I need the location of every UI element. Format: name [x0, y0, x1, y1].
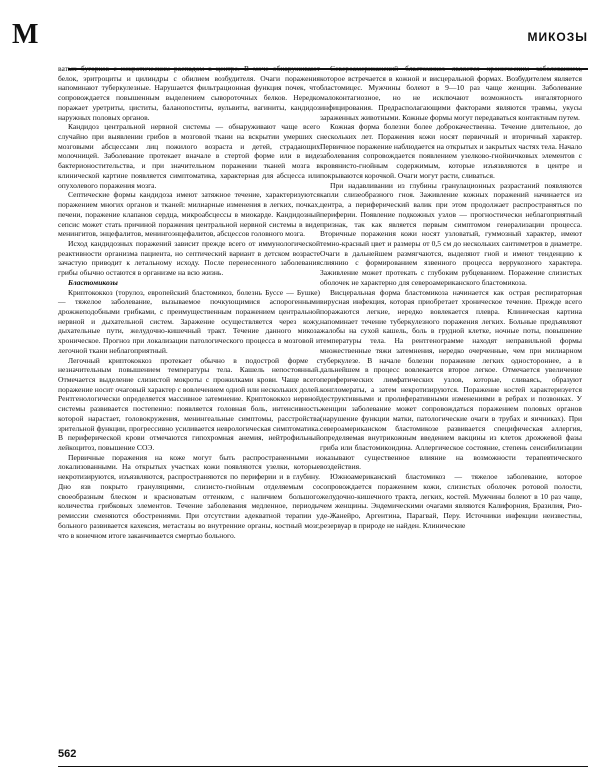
- left-column: [58, 64, 320, 540]
- paragraph: Висцеральная форма бластомикоза начинается как острая респираторная вирусная инфекция, которая приобретает хроническое течение. Прежде всего поражаются легкие, нередко вовлекается плевра. Клиническая картина напоминает течение туберкулезного поражения легких. Больные предъявляют жалобы на сухой кашель, боль в грудной клетке, ночные поты, повышение температуры тела. На рентгенограмме находят неправильной формы множественные тяжи затемнения, нередко очерченные, чем при милиарном туберкулезе. В начале болезни поражение легких одностороннее, а в дальнейшем в процесс вовлекается второе легкое. Отмечается увеличение периферических лимфатических узлов, которые, сливаясь, образуют конгломераты, а затем некротизируются. Поражение костей характеризуется деструктивными и пролиферативными изменениями в ребрах и позвонках. У женщин заболевание может сопровождаться поражением половых органов (нарушение функции матки, патологические очаги в трубах и яичниках). При североамериканском бластомикозе развивается специфическая аллергия, определяемая внутрикожным введением вакцины из клеток дрожжевой фазы гриба или бластомикоидина. Аллергическое состояние, степень сенсибилизации оказывают существенное влияние на возможности терапевтического воздействия.: [320, 287, 582, 472]
- page-header: [10, 20, 588, 54]
- paragraph: Североамериканский бластомикоз является хроническим заболеванием, которое встречается в кожной и висцеральной формах. Возбудителем является бластомицес. Мужчины болеют в 9—10 раз чаще женщин. Заболевание малоконтагиозное, но не исключают возможность ингаляторного инфицирования. Предрасполагающими факторами являются травмы, укусы зараженных животными. Кожные формы могут передаваться контактным путем.: [320, 64, 582, 122]
- section-heading: Бластомикозы: [68, 277, 118, 287]
- section-letter: М: [12, 19, 39, 50]
- paragraph: Южноамериканский бластомикоз — тяжелое заболевание, которое сопровождается поражением кожи, слизистых оболочек ротовой полости, желудочно-кишечного тракта, легких, костей. Мужчины болеют в 10 раз чаще, чем женщины. Эндемическими очагами являются Калифорния, Бразилия, Рио-де-Жанейро, Аргентина, Парагвай, Перу. Источники инфекции неизвестны, резервуар в природе не найден. Клинические: [320, 472, 582, 530]
- paragraph: При надавливании из глубины гранулационных разрастаний появляются капли слизеобразного гноя. Заживление кожных поражений начинается из центра, а периферический валик при этом продолжает распространяться по периферии. Появление подкожных узлов — прогностически неблагоприятный признак, так как является первым симптомом генерализации процесса. Вторичные поражения кожи носят узловатый, гуммозный характер, имеют темно-красный цвет и размеры от 0,5 см до нескольких сантиметров в диаметре. Очаги в дальнейшем размягчаются, выделяют гной и имеют тенденцию к слиянию с формированием язвенного процесса веррукозного характера. Заживление может протекать с глубоким рубцеванием. Поражение слизистых оболочек не характерно для североамериканского бластомикоза.: [320, 180, 582, 287]
- paragraph: Первичные поражения на коже могут быть распространенными и локализованными. На открытых участках кожи появляются узелки, которые некротизируются, изъязвляются, распространяются по периферии и в глубину. Дно язв покрыто грануляциями, слизисто-гнойным отделяемым со своеобразным блеском и красноватым оттенком, с наличием большого количества грибковых элементов. Течение заболевания медленное, периоды ремиссии сменяются обострениями. При отсутствии адекватной терапии у больного развивается кахексия, метастазы во внутренние органы, костный мозг, что в конечном итоге заканчивается смертью больного.: [58, 452, 320, 540]
- right-column: [320, 64, 582, 531]
- paragraph: Исход кандидозных поражений зависит прежде всего от иммунологической реактивности организма пациента, но септический вариант в детском возрасте зачастую приводит к летальному исходу. После перенесенного заболевания грибы обычно остаются в организме на всю жизнь.: [58, 238, 320, 278]
- paragraph: Кожная форма болезни более доброкачественна. Течение длительное, до нескольких лет. Поражения кожи носят первичный и вторичный характер. Первичное поражение наблюдается на открытых и закрытых частях тела. Начало заболевания сопровождается появлением узелково-гнойничковых элементов с кровянисто-гнойным содержимым, которые изъязвляются в центре и покрываются корочкой. Очаги могут расти, сливаться.: [320, 122, 582, 180]
- running-head: МИКОЗЫ: [527, 30, 588, 44]
- footer-rule: [58, 766, 588, 767]
- paragraph: Легочный криптококкоз протекает обычно в подострой форме с незначительным повышением температуры тела. Кашель непостоянный. Отмечается выделение слизистой мокроты с прожилками крови. Чаще всего поражение носит очаговый характер с вовлечением одной или нескольких долей. Рентгенологически определяется массивное затемнение. Криптококкоз нервной системы развивается постепенно: появляется головная боль, интенсивность которой нарастает, головокружения, менингеальные симптомы, расстройства зрительной функции, прогрессивно усиливается неврологическая симптоматика. В периферической крови отмечаются гипохромная анемия, нейтрофильный лейкоцитоз, повышение СОЭ.: [58, 355, 320, 453]
- paragraph: Септические формы кандидоза имеют затяжное течение, характеризуются поражением многих органов и тканей: милиарные изменения в легких, почках, печени, поражение клапанов сердца, микроабсцессы в миокарде. Кандидозный сепсис может стать причиной поражения центральной нервной системы в виде менингитов, энцефалитов, менингоэнцефалитов, абсцессов головного мозга.: [58, 190, 320, 239]
- paragraph: Кандидоз центральной нервной системы — обнаруживают чаще всего случайно при выявлении грибов в мозговой ткани на вскрытии умерших с мозговыми абсцессами лиц пожилого возраста и детей, страдающих молочницей. Заболевание протекает вначале в стертой форме или в виде бактерионостительства, и при значительном поражении тканей мозга в клинической картине появляется симптоматика, характерная для абсцесса или опухолевого поражения мозга.: [58, 122, 320, 190]
- page-number: 562: [58, 748, 77, 760]
- paragraph: ватых бугорков с некротическим распадом в центре. В моче обнаруживают белок, эритроциты и цилиндры с обилием возбудителя. Очаги поражения напоминают туберкулезные. Нарушается фильтрационная функция почек, что сопровождается повышенным выделением сывороточных белков. Нередко поражает уретриты, циститы, баланопоститы, вульвиты, вагиниты, кандидоз наружных половых органов.: [58, 64, 320, 122]
- paragraph: Криптококкоз (торулоз, европейский бластомикоз, болезнь Буссе — Бушке) — тяжелое заболевание, вызываемое почкующимися аспорогенными дрожжеподобными грибками, с преимущественным поражением центральной нервной и дыхательной систем. Заражение осуществляется через кожу, дыхательные пути, желудочно-кишечный тракт. Течение данного микоза хроническое. Прогноз при локализации патологического процесса в мозговой и легочной ткани неблагоприятный.: [58, 287, 320, 355]
